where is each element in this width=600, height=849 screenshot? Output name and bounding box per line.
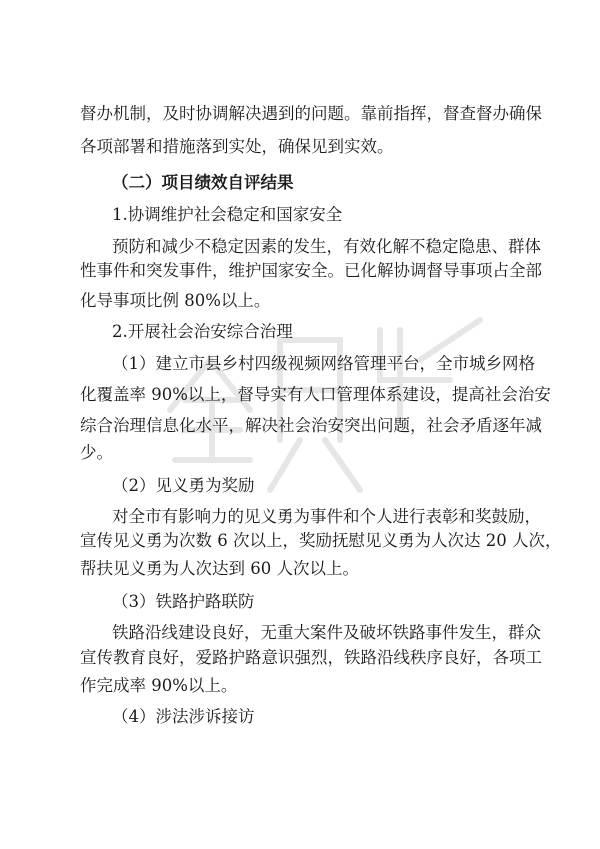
paragraph-line: 宣传见义勇为次数 6 次以上，奖励抚慰见义勇为人次达 20 人次， xyxy=(80,531,562,550)
paragraph-line: 作完成率 90%以上。 xyxy=(80,676,238,695)
paragraph-line: 预防和减少不稳定因素的发生，有效化解不稳定隐患、群体 xyxy=(112,237,541,256)
item-heading: （3）铁路护路联防 xyxy=(112,592,255,611)
subsection-heading: 2.开展社会治安综合治理 xyxy=(112,322,293,341)
paragraph-line: 督办机制，及时协调解决遇到的问题。靠前指挥，督查督办确保 xyxy=(80,104,542,123)
paragraph-line: 性事件和突发事件，维护国家安全。已化解协调督导事项占全部 xyxy=(80,261,542,280)
paragraph-line: 综合治理信息化水平，解决社会治安突出问题，社会矛盾逐年减 xyxy=(80,416,542,435)
paragraph-line: 对全市有影响力的见义勇为事件和个人进行表彰和奖鼓励， xyxy=(112,507,541,526)
section-heading: （二）项目绩效自评结果 xyxy=(112,173,294,192)
paragraph-line: 宣传教育良好，爱路护路意识强烈，铁路沿线秩序良好，各项工 xyxy=(80,648,542,667)
item-heading: （4）涉法涉诉接访 xyxy=(112,707,255,726)
paragraph-line: 帮扶见义勇为人次达到 60 人次以上。 xyxy=(80,559,359,578)
paragraph-line: 化覆盖率 90%以上，督导实有人口管理体系建设，提高社会治安 xyxy=(80,385,551,404)
item-heading: （2）见义勇为奖励 xyxy=(112,476,255,495)
paragraph-line: 铁路沿线建设良好，无重大案件及破坏铁路事件发生，群众 xyxy=(112,623,541,642)
paragraph-line: 各项部署和措施落到实处，确保见到实效。 xyxy=(80,137,394,156)
paragraph-line: （1）建立市县乡村四级视频网络管理平台，全市城乡网格 xyxy=(112,354,535,373)
paragraph-line: 化导事项比例 80%以上。 xyxy=(80,291,271,310)
paragraph-line: 少。 xyxy=(80,443,113,462)
subsection-heading: 1.协调维护社会稳定和国家安全 xyxy=(112,205,343,224)
